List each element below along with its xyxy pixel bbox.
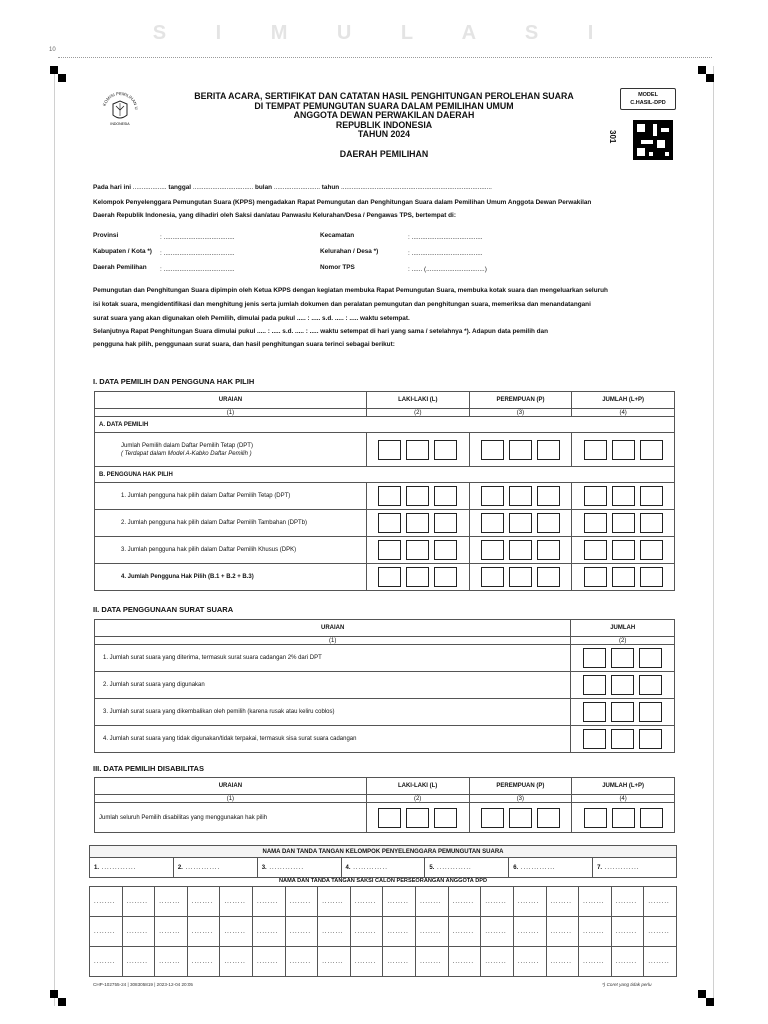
registration-mark <box>58 998 66 1006</box>
row-label: 2. Jumlah pengguna hak pilih dalam Daftar Pemilih Tambahan (DPTb) <box>95 510 367 537</box>
saksi-signature-slot[interactable]: ........ <box>383 887 416 917</box>
document-title <box>168 92 600 140</box>
kpps-signature-slot[interactable]: 2. ............. <box>173 858 257 878</box>
registration-mark <box>706 74 714 82</box>
digit-box[interactable] <box>406 513 429 533</box>
saksi-signature-slot[interactable]: ........ <box>350 887 383 917</box>
row-label: 1. Jumlah pengguna hak pilih dalam Daftar Pemilih Tetap (DPT) <box>95 483 367 510</box>
saksi-signature-slot[interactable]: ........ <box>122 917 155 947</box>
digit-box[interactable] <box>583 648 606 668</box>
digit-box[interactable] <box>406 486 429 506</box>
watermark: S I M U L A S I <box>152 22 616 44</box>
saksi-signature-slot[interactable]: ........ <box>481 887 514 917</box>
table-row <box>95 672 675 699</box>
digit-box[interactable] <box>584 486 607 506</box>
saksi-signature-slot[interactable]: ........ <box>155 917 188 947</box>
saksi-signature-slot[interactable]: ........ <box>122 947 155 977</box>
input-cell-l <box>366 433 469 467</box>
saksi-signature-slot[interactable]: ........ <box>481 917 514 947</box>
saksi-signature-slot[interactable]: ........ <box>644 887 677 917</box>
field-kabupaten[interactable]: : ........................................ <box>160 250 235 257</box>
digit-box[interactable] <box>612 486 635 506</box>
digit-box[interactable] <box>406 808 429 828</box>
input-cell-j <box>572 433 675 467</box>
saksi-signature-slot[interactable]: ........ <box>187 947 220 977</box>
kpps-signature-slot[interactable]: 1. ............. <box>90 858 174 878</box>
col-laki-laki: LAKI-LAKI (L) <box>366 778 469 795</box>
saksi-signature-slot[interactable]: ........ <box>611 917 644 947</box>
svg-text:KOMISI PEMILIHAN UMUM: KOMISI PEMILIHAN U <box>101 90 140 110</box>
body-paragraph-line: Pemungutan dan Penghitungan Suara dipimpin oleh Ketua KPPS dengan kegiatan membuka Rapat Pemungutan Suara, membuka kotak suara dan mengeluarkan seluruh <box>93 287 608 294</box>
digit-box[interactable] <box>640 440 663 460</box>
row-label: Jumlah seluruh Pemilih disabilitas yang menggunakan hak pilih <box>95 803 367 833</box>
label-provinsi: Provinsi <box>93 232 119 239</box>
saksi-signature-slot[interactable]: ........ <box>90 887 123 917</box>
digit-box[interactable] <box>584 513 607 533</box>
date-line <box>93 184 492 191</box>
saksi-signature-slot[interactable]: ........ <box>155 887 188 917</box>
digit-box[interactable] <box>378 486 401 506</box>
digit-box[interactable] <box>378 567 401 587</box>
table-penggunaan-surat-suara <box>94 619 675 753</box>
saksi-signature-slot[interactable]: ........ <box>513 887 546 917</box>
saksi-signature-slot[interactable]: ........ <box>220 887 253 917</box>
digit-box[interactable] <box>406 440 429 460</box>
field-kelurahan[interactable]: : ........................................ <box>408 250 483 257</box>
col-uraian: URAIAN <box>95 778 367 795</box>
kpps-number: 2. <box>177 864 183 871</box>
digit-box[interactable] <box>612 540 635 560</box>
digit-box[interactable] <box>611 702 634 722</box>
saksi-signature-slot[interactable]: ........ <box>383 917 416 947</box>
saksi-signature-slot[interactable]: ........ <box>122 887 155 917</box>
digit-box[interactable] <box>481 808 504 828</box>
saksi-signature-slot[interactable]: ........ <box>546 917 579 947</box>
col-number: (3) <box>469 795 572 803</box>
digit-box[interactable] <box>583 729 606 749</box>
title-line: ANGGOTA DEWAN PERWAKILAN DAERAH <box>293 110 475 121</box>
kpps-signature-slot[interactable]: 3. ............. <box>257 858 341 878</box>
col-uraian: URAIAN <box>95 392 367 409</box>
table-pemilih-disabilitas <box>94 777 675 833</box>
registration-mark <box>50 990 58 998</box>
saksi-signature-slot[interactable]: ........ <box>448 917 481 947</box>
body-paragraph-line: isi kotak suara, mengidentifikasi dan menghitung jenis serta jumlah dokumen dan peralatan pemungutan dan penghitungan suara, memeriksa dan menandatangani <box>93 301 591 308</box>
form-code: 301 <box>608 130 617 144</box>
row-label-line: Jumlah Pemilih dalam Daftar Pemilih Tetap (DPT) <box>121 442 253 449</box>
table-row <box>95 803 675 833</box>
page-number: 10 <box>49 47 56 53</box>
digit-box[interactable] <box>537 567 560 587</box>
digit-box[interactable] <box>509 567 532 587</box>
saksi-signature-slot[interactable]: ........ <box>187 917 220 947</box>
kpps-signature-slot[interactable]: 6. ............. <box>509 858 593 878</box>
kpps-heading: NAMA DAN TANDA TANGAN KELOMPOK PENYELENGGARA PEMUNGUTAN SUARA <box>90 846 677 858</box>
digit-box[interactable] <box>481 567 504 587</box>
col-number: (3) <box>469 409 572 417</box>
col-uraian: URAIAN <box>95 620 571 637</box>
group-a-heading: A. DATA PEMILIH <box>95 417 675 433</box>
digit-box[interactable] <box>640 808 663 828</box>
saksi-signature-slot[interactable]: ........ <box>155 947 188 977</box>
kpps-number: 6. <box>513 864 519 871</box>
digit-box[interactable] <box>583 702 606 722</box>
title-line: REPUBLIK INDONESIA <box>335 119 433 130</box>
table-row <box>95 699 675 726</box>
digit-box[interactable] <box>509 513 532 533</box>
label-nomor-tps: Nomor TPS <box>320 264 355 271</box>
intro-paragraph-line: Daerah Republik Indonesia, yang dihadiri oleh Saksi dan/atau Panwaslu Kelurahan/Desa / Pengawas TPS, bertempat di: <box>93 212 456 219</box>
digit-box[interactable] <box>584 808 607 828</box>
svg-text:INDONESIA: INDONESIA <box>110 122 130 126</box>
kpps-signature-slot[interactable]: 7. ............. <box>593 858 677 878</box>
col-number: (4) <box>572 795 675 803</box>
digit-box[interactable] <box>639 648 662 668</box>
title-line: BERITA ACARA, SERTIFIKAT DAN CATATAN HASIL PENGHITUNGAN PEROLEHAN SUARA <box>194 91 574 101</box>
field-bulan[interactable]: .......................... <box>273 184 320 191</box>
right-margin-line <box>713 66 714 1006</box>
digit-box[interactable] <box>640 540 663 560</box>
digit-box[interactable] <box>378 540 401 560</box>
col-number: (2) <box>366 795 469 803</box>
kpps-number: 4. <box>345 864 351 871</box>
digit-box[interactable] <box>612 440 635 460</box>
row-label-total: 4. Jumlah Pengguna Hak Pilih (B.1 + B.2 + B.3) <box>95 564 367 591</box>
left-margin-line <box>54 66 55 1006</box>
digit-box[interactable] <box>378 513 401 533</box>
field-daerah-pemilihan[interactable]: : ........................................ <box>160 266 235 273</box>
digit-box[interactable] <box>583 675 606 695</box>
digit-box[interactable] <box>537 808 560 828</box>
digit-box[interactable] <box>481 440 504 460</box>
col-jumlah: JUMLAH (L+P) <box>572 392 675 409</box>
saksi-signature-slot[interactable]: ........ <box>579 917 612 947</box>
field-tanggal[interactable]: .................................. <box>192 184 254 191</box>
body-paragraph-line: Selanjutnya Rapat Penghitungan Suara dimulai pukul ..... : ..... s.d. ..... : ..... waktu setempat di hari yang sama / setelahnya *). Adapun data pemilih dan <box>93 328 549 335</box>
digit-box[interactable] <box>612 513 635 533</box>
saksi-signature-slot[interactable]: ........ <box>90 917 123 947</box>
digit-box[interactable] <box>639 729 662 749</box>
table-data-pemilih <box>94 391 675 591</box>
saksi-signature-slot[interactable]: ........ <box>416 947 449 977</box>
digit-box[interactable] <box>481 540 504 560</box>
digit-box[interactable] <box>537 513 560 533</box>
model-line: MODEL <box>638 92 658 98</box>
table-row <box>95 726 675 753</box>
row-label: 1. Jumlah surat suara yang diterima, termasuk surat suara cadangan 2% dari DPT <box>95 645 571 672</box>
field-nomor-tps[interactable]: : ...... (.................................) <box>408 266 487 273</box>
digit-box[interactable] <box>639 675 662 695</box>
saksi-signature-slot[interactable]: ........ <box>220 917 253 947</box>
saksi-signature-slot[interactable]: ........ <box>416 887 449 917</box>
saksi-signature-slot[interactable]: ........ <box>611 887 644 917</box>
saksi-signature-slot[interactable]: ........ <box>481 947 514 977</box>
table-row <box>95 510 675 537</box>
digit-box[interactable] <box>434 567 457 587</box>
digit-box[interactable] <box>640 567 663 587</box>
saksi-signature-slot[interactable]: ........ <box>513 947 546 977</box>
table-signature-kpps <box>89 845 677 878</box>
saksi-signature-slot[interactable]: ........ <box>448 947 481 977</box>
col-jumlah: JUMLAH (L+P) <box>572 778 675 795</box>
table-row <box>95 433 675 467</box>
section-1-heading: I. DATA PEMILIH DAN PENGGUNA HAK PILIH <box>93 377 255 386</box>
digit-box[interactable] <box>537 486 560 506</box>
table-signature-saksi <box>89 886 677 977</box>
kpu-logo <box>99 88 141 128</box>
intro-paragraph-line: Kelompok Penyelenggara Pemungutan Suara (KPPS) mengadakan Rapat Pemungutan dan Penghitungan Suara dalam Pemilihan Umum Anggota Dewan Perwakilan <box>93 199 592 206</box>
kpps-number: 3. <box>261 864 267 871</box>
saksi-signature-slot[interactable]: ........ <box>285 887 318 917</box>
label-kecamatan: Kecamatan <box>320 232 355 239</box>
model-badge <box>620 88 676 110</box>
table-row <box>95 483 675 510</box>
section-3-heading: III. DATA PEMILIH DISABILITAS <box>93 764 204 773</box>
saksi-signature-slot[interactable]: ........ <box>579 947 612 977</box>
saksi-signature-slot[interactable]: ........ <box>285 947 318 977</box>
label-bulan: bulan <box>255 184 273 191</box>
digit-box[interactable] <box>640 513 663 533</box>
col-laki-laki: LAKI-LAKI (L) <box>366 392 469 409</box>
digit-box[interactable] <box>509 540 532 560</box>
body-paragraph-line: pengguna hak pilih, penggunaan surat suara, dan hasil penghitungan suara terinci sebagai berikut: <box>93 341 395 348</box>
digit-box[interactable] <box>639 702 662 722</box>
saksi-signature-slot[interactable]: ........ <box>318 947 351 977</box>
digit-box[interactable] <box>406 540 429 560</box>
row-label <box>95 433 367 467</box>
saksi-signature-slot[interactable]: ........ <box>187 887 220 917</box>
col-number: (4) <box>572 409 675 417</box>
digit-box[interactable] <box>611 729 634 749</box>
digit-box[interactable] <box>584 567 607 587</box>
saksi-signature-slot[interactable]: ........ <box>513 917 546 947</box>
saksi-signature-slot[interactable]: ........ <box>318 887 351 917</box>
table-row <box>95 645 675 672</box>
digit-box[interactable] <box>434 486 457 506</box>
saksi-signature-slot[interactable]: ........ <box>220 947 253 977</box>
input-cell-p <box>469 433 572 467</box>
label-pada-hari-ini: Pada hari ini <box>93 184 132 191</box>
col-number: (2) <box>366 409 469 417</box>
row-label: 3. Jumlah surat suara yang dikembalikan oleh pemilih (karena rusak atau keliru coblos) <box>95 699 571 726</box>
digit-box[interactable] <box>509 486 532 506</box>
saksi-signature-slot[interactable]: ........ <box>644 947 677 977</box>
digit-box[interactable] <box>509 440 532 460</box>
top-dotted-rule <box>58 57 712 58</box>
digit-box[interactable] <box>611 675 634 695</box>
saksi-signature-slot[interactable]: ........ <box>318 917 351 947</box>
digit-box[interactable] <box>434 540 457 560</box>
saksi-signature-slot[interactable]: ........ <box>448 887 481 917</box>
digit-box[interactable] <box>481 513 504 533</box>
registration-mark <box>50 66 58 74</box>
table-row <box>95 564 675 591</box>
saksi-signature-slot[interactable]: ........ <box>350 917 383 947</box>
model-code: C.HASIL-DPD <box>630 100 666 106</box>
kpps-number: 5. <box>429 864 435 871</box>
col-number: (2) <box>571 637 675 645</box>
field-provinsi[interactable]: : ........................................ <box>160 234 235 241</box>
kpps-signature-slot[interactable]: 4. ............. <box>341 858 425 878</box>
row-label-note: ( Terdapat dalam Model A-Kabko Daftar Pemilih ) <box>121 450 252 457</box>
label-tanggal: tanggal <box>168 184 192 191</box>
label-kabupaten: Kabupaten / Kota *) <box>93 248 152 255</box>
label-tahun: tahun <box>321 184 340 191</box>
row-label: 3. Jumlah pengguna hak pilih dalam Daftar Pemilih Khusus (DPK) <box>95 537 367 564</box>
digit-box[interactable] <box>640 486 663 506</box>
saksi-signature-slot[interactable]: ........ <box>253 887 286 917</box>
digit-box[interactable] <box>434 808 457 828</box>
digit-box[interactable] <box>378 440 401 460</box>
saksi-signature-slot[interactable]: ........ <box>611 947 644 977</box>
field-tahun[interactable]: ..................................................................................... <box>340 184 492 191</box>
digit-box[interactable] <box>612 567 635 587</box>
saksi-signature-slot[interactable]: ........ <box>253 947 286 977</box>
label-daerah-pemilihan: Daerah Pemilihan <box>93 264 147 271</box>
kpps-signature-slot[interactable]: 5. ............. <box>425 858 509 878</box>
field-hari[interactable]: ................... <box>132 184 167 191</box>
digit-box[interactable] <box>611 648 634 668</box>
saksi-signature-slot[interactable]: ........ <box>416 917 449 947</box>
col-number: (1) <box>95 795 367 803</box>
table-row <box>95 537 675 564</box>
saksi-heading: NAMA DAN TANDA TANGAN SAKSI CALON PERSEORANGAN ANGGOTA DPD <box>279 878 487 884</box>
col-perempuan: PEREMPUAN (P) <box>469 778 572 795</box>
saksi-signature-slot[interactable]: ........ <box>546 887 579 917</box>
col-jumlah: JUMLAH <box>571 620 675 637</box>
digit-box[interactable] <box>378 808 401 828</box>
row-label: 2. Jumlah surat suara yang digunakan <box>95 672 571 699</box>
section-2-heading: II. DATA PENGGUNAAN SURAT SUARA <box>93 605 234 614</box>
saksi-signature-slot[interactable]: ........ <box>285 917 318 947</box>
digit-box[interactable] <box>434 513 457 533</box>
footer-note: *) Coret yang tidak perlu <box>602 982 652 987</box>
digit-box[interactable] <box>537 540 560 560</box>
digit-box[interactable] <box>481 486 504 506</box>
digit-box[interactable] <box>612 808 635 828</box>
registration-mark <box>58 74 66 82</box>
kpps-number: 7. <box>597 864 603 871</box>
digit-box[interactable] <box>406 567 429 587</box>
saksi-signature-slot[interactable]: ........ <box>644 917 677 947</box>
digit-box[interactable] <box>584 440 607 460</box>
saksi-signature-slot[interactable]: ........ <box>579 887 612 917</box>
digit-box[interactable] <box>509 808 532 828</box>
group-b-heading: B. PENGGUNA HAK PILIH <box>95 467 675 483</box>
field-kecamatan[interactable]: : ........................................ <box>408 234 483 241</box>
col-number: (1) <box>95 637 571 645</box>
digit-box[interactable] <box>537 440 560 460</box>
registration-mark <box>706 998 714 1006</box>
footer-doc-id: CHP-102755-24 | 308305819 | 2023-12-04 20:05 <box>93 982 193 987</box>
subtitle: DAERAH PEMILIHAN <box>339 149 429 159</box>
body-paragraph-line: surat suara yang akan digunakan oleh Pemilih, dimulai pada pukul ..... : ..... s.d. ..... : ..... waktu setempat. <box>93 315 410 322</box>
digit-box[interactable] <box>584 540 607 560</box>
saksi-signature-slot[interactable]: ........ <box>350 947 383 977</box>
saksi-signature-slot[interactable]: ........ <box>546 947 579 977</box>
registration-mark <box>698 66 706 74</box>
col-number: (1) <box>95 409 367 417</box>
saksi-signature-slot[interactable]: ........ <box>90 947 123 977</box>
saksi-signature-slot[interactable]: ........ <box>253 917 286 947</box>
registration-mark <box>698 990 706 998</box>
row-label: 4. Jumlah surat suara yang tidak digunakan/tidak terpakai, termasuk sisa surat suara cadangan <box>95 726 571 753</box>
kpps-number: 1. <box>94 864 100 871</box>
label-kelurahan: Kelurahan / Desa *) <box>320 248 379 255</box>
qr-code <box>633 120 673 160</box>
col-perempuan: PEREMPUAN (P) <box>469 392 572 409</box>
digit-box[interactable] <box>434 440 457 460</box>
title-line: TAHUN 2024 <box>357 129 411 140</box>
saksi-signature-slot[interactable]: ........ <box>383 947 416 977</box>
title-line: DI TEMPAT PEMUNGUTAN SUARA DALAM PEMILIHAN UMUM <box>254 100 514 111</box>
